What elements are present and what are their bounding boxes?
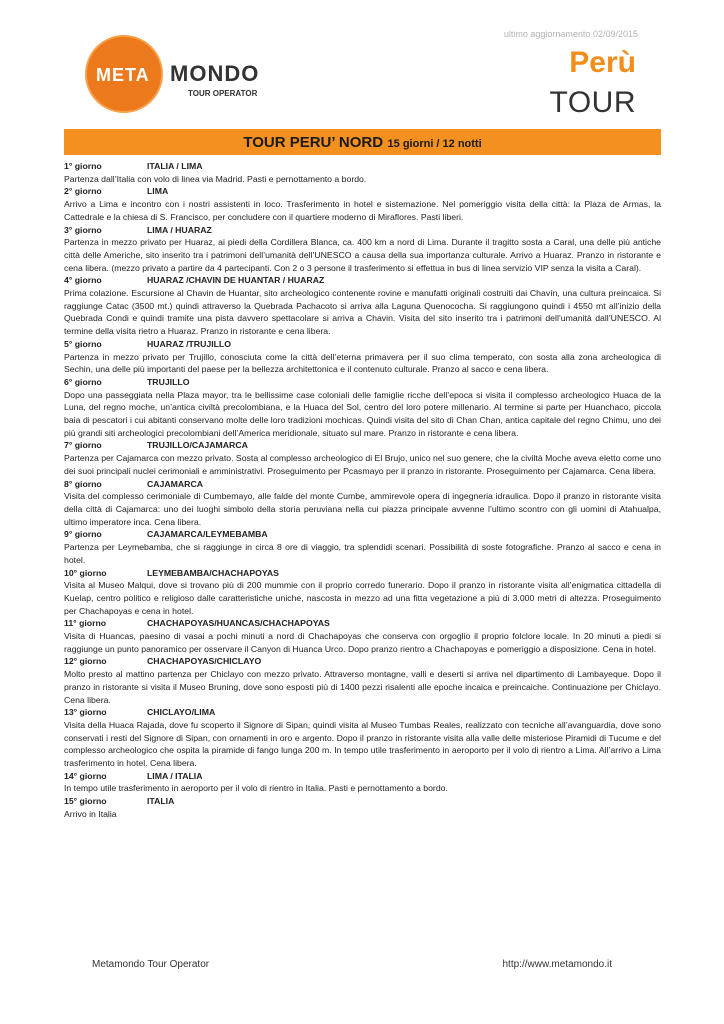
day-description: Partenza per Cajamarca con mezzo privato. Sosta al complesso archeologico di El Brujo, unico nel suo genere, che la civiltà Moche aveva eletto come uno dei suoi principali nuclei cerimoniali e amministrativi. Proseguimento per Pcasmayo per il pranzo in ristorante. Proseguimento per Cajamarca. Cena libera. — [64, 453, 661, 476]
day-heading — [64, 770, 661, 783]
day-title: CHICLAYO/LIMA — [147, 707, 216, 718]
day-title: LEYMEBAMBA/CHACHAPOYAS — [147, 567, 279, 578]
footer-company: Metamondo Tour Operator — [92, 959, 210, 970]
day-description: Molto presto al mattino partenza per Chiclayo con mezzo privato. Attraverso montagne, valli e deserti si arriva nel dipartimento di Lambayeque. Dopo il pranzo in ristorante si visita il Museo Bruning, dove sono esposti più di 1400 pezzi risalenti alle epoche incaica e preincaiche. Continuazione per Chiclayo. Cena libera. — [64, 669, 661, 705]
day-description: Visita al Museo Malqui, dove si trovano più di 200 mummie con il proprio corredo funerario. Dopo il pranzo in ristorante visita all’enigmatica cittadella di Kuelap, centro politico e religioso dalle caratteristiche uniche, nascosta in mezzo ad una fitta vegetazione a più di 3.000 metri di altezza. Proseguimento per Chachapoyas e cena in hotel. — [64, 580, 661, 616]
day-heading — [64, 185, 661, 198]
day-heading — [64, 655, 661, 668]
day-description: Partenza per Leymebamba, che si raggiunge in circa 8 ore di viaggio, tra splendidi scenari. Possibilità di soste fotografiche. Pranzo al sacco e cena in hotel. — [64, 542, 661, 565]
tour-duration: 15 giorni / 12 notti — [387, 138, 482, 150]
day-description: In tempo utile trasferimento in aeroporto per il volo di rientro in Italia. Pasti e pernottamento a bordo. — [64, 783, 448, 794]
day-number: 5° giorno — [64, 338, 102, 349]
day-title: CHACHAPOYAS/HUANCAS/CHACHAPOYAS — [147, 618, 330, 629]
last-update-text: ultimo aggiornamento 02/09/2015 — [503, 29, 638, 39]
day-description: Arrivo a Lima e incontro con i nostri assistenti in loco. Trasferimento in hotel e sistemazione. Nel pomeriggio visita della città: la Plaza de Armas, la Cattedrale e la chiesa di S. Francisco, per concludere con il quartiere moderno di Miraflores. Pasti liberi. — [64, 199, 661, 222]
day-heading — [64, 224, 661, 237]
day-title: HUARAZ /TRUJILLO — [147, 338, 231, 349]
metamondo-logo — [84, 34, 284, 114]
day-heading — [64, 376, 661, 389]
day-title: CAJAMARCA — [147, 478, 203, 489]
day-heading — [64, 160, 661, 173]
day-title: TRUJILLO — [147, 376, 190, 387]
day-heading — [64, 439, 661, 452]
country-title: Perù — [569, 46, 636, 79]
day-number: 4° giorno — [64, 275, 102, 286]
day-number: 13° giorno — [64, 707, 107, 718]
day-number: 10° giorno — [64, 567, 107, 578]
day-number: 15° giorno — [64, 796, 107, 807]
tour-name: TOUR PERU’ NORD — [243, 134, 384, 151]
logo-meta-text: META — [96, 65, 150, 85]
day-heading — [64, 617, 661, 630]
day-title: LIMA / ITALIA — [147, 770, 203, 781]
day-title: TRUJILLO/CAJAMARCA — [147, 440, 248, 451]
day-description: Prima colazione. Escursione al Chavin de Huantar, sito archeologico contenente rovine e manufatti originali costruiti dai Chavín, una cultura preincaica. Si raggiunge Catac (3500 mt.) quindi attraverso la Quebrada Pachacoto si arriva alla Laguna Quenococha. Si raggiungono quindi i 4550 mt all’inizio della Quebrada Condi e quindi tramite una pista davvero spettacolare si arriva a Chavin. Visita del sito inserito tra i patrimoni dell’umanità dall’UNESCO. Al termine della visita rietro a Huaraz. Pranzo in ristorante e cena libera. — [64, 288, 661, 337]
day-number: 7° giorno — [64, 440, 102, 451]
day-number: 9° giorno — [64, 529, 102, 540]
day-description: Arrivo in Italia — [64, 808, 117, 819]
day-description: Partenza in mezzo privato per Huaraz, ai piedi della Cordillera Blanca, ca. 400 km a nord di Lima. Durante il tragitto sosta a Caral, una delle più antiche città delle Americhe, sito inserito tra i patrimoni dell’umanità dell’UNESCO a causa della sua importanza culturale. Arrivo a Huaraz. Pranzo in ristorante e cena libera. (mezzo privato a partire da 4 partecipanti. Con 2 o 3 persone il trasferimento si effettua in bus di linea servizio VIP senza la visita a Caral). — [64, 237, 661, 273]
day-number: 14° giorno — [64, 770, 107, 781]
day-heading — [64, 795, 661, 808]
day-heading — [64, 706, 661, 719]
day-title: ITALIA / LIMA — [147, 161, 203, 171]
day-number: 8° giorno — [64, 478, 102, 489]
day-title: CAJAMARCA/LEYMEBAMBA — [147, 529, 268, 540]
day-description: Visita del complesso cerimoniale di Cumbemayo, alle falde del monte Cumbe, ammirevole opera di ingegneria idraulica. Dopo il pranzo in ristorante visita della città di Cajamarca: uno dei luoghi simbolo della storia peruviana nella cui piazza principale avvenne l’ultimo scontro con gli uomini di Atahualpa, ultimo imperatore inca. Cena libera. — [64, 491, 661, 527]
day-heading — [64, 528, 661, 541]
day-heading — [64, 274, 661, 287]
day-description: Dopo una passeggiata nella Plaza mayor, tra le bellissime case coloniali delle famiglie ricche dell’epoca si visita il complesso archeologico Huaca de la Luna, del regno moche, un’antica civiltà precolombiana, e la Huaca del Sol, centro del loro potere millenario. Al termine si parte per Huanchaco, piccola baia di pescatori i cui abitanti conservano molte delle loro tradizioni mochicas. Quindi visita del sito di Chan Chan, antica capitale del regno Chimu, uno dei più grandi siti archeologici precolombiani dell’America meridionale, situato sul mare. Pranzo in ristorante e cena libera. — [64, 389, 661, 438]
day-number: 2° giorno — [64, 186, 102, 197]
itinerary — [64, 160, 661, 821]
logo-tagline-text: TOUR OPERATOR — [188, 89, 258, 98]
day-number: 1° giorno — [64, 161, 102, 171]
day-title: LIMA — [147, 186, 169, 197]
day-number: 12° giorno — [64, 656, 107, 667]
tour-title: TOUR — [549, 86, 636, 119]
day-number: 6° giorno — [64, 376, 102, 387]
day-description: Visita della Huaca Rajada, dove fu scoperto il Signore di Sipan, quindi visita al Museo Tumbas Reales, realizzato con tecniche all’avanguardia, dove sono conservati i resti del Signore di Sipan, con ornamenti in oro e argento. Dopo il pranzo in ristorante visita alla valle delle misteriose Piramidi di Tucume e del complesso archeologico che ospita la piramide di fango lunga 200 m. In tempo utile trasferimento in aeroporto per il volo di rientro a Lima. All’arrivo a Lima trasferimento in hotel. Cena libera. — [64, 719, 661, 769]
footer-website[interactable]: http://www.metamondo.it — [502, 959, 612, 970]
day-description: Partenza dall’Italia con volo di linea via Madrid. Pasti e pernottamento a bordo. — [64, 173, 367, 184]
day-title: LIMA / HUARAZ — [147, 224, 212, 235]
day-heading — [64, 478, 661, 491]
day-heading — [64, 567, 661, 580]
day-title: ITALIA — [147, 796, 175, 807]
day-number: 11° giorno — [64, 618, 107, 629]
logo-mondo-text: MONDO — [170, 61, 260, 86]
day-description: Partenza in mezzo privato per Trujillo, conosciuta come la città dell’eterna primavera per il suo clima temperato, con sosta alla zona archeologica di Sechin, una delle più importanti del paese per la bellezza architettonica e il contenuto culturale. Pranzo al sacco e cena libera. — [64, 351, 661, 375]
day-number: 3° giorno — [64, 224, 102, 235]
day-heading — [64, 338, 661, 351]
day-title: CHACHAPOYAS/CHICLAYO — [147, 656, 262, 667]
tour-banner — [64, 129, 661, 155]
day-description: Visita di Huancas, paesino di vasai a pochi minuti a nord di Chachapoyas che conserva con orgoglio il proprio folclore locale. In 20 minuti a piedi si raggiunge un punto panoramico per osservare il Canyon di Huanca Urco. Dopo pranzo rientro a Chachapoyas e pomeriggio a disposizione. Cena in hotel. — [64, 631, 661, 654]
day-title: HUARAZ /CHAVIN DE HUANTAR / HUARAZ — [147, 275, 325, 286]
